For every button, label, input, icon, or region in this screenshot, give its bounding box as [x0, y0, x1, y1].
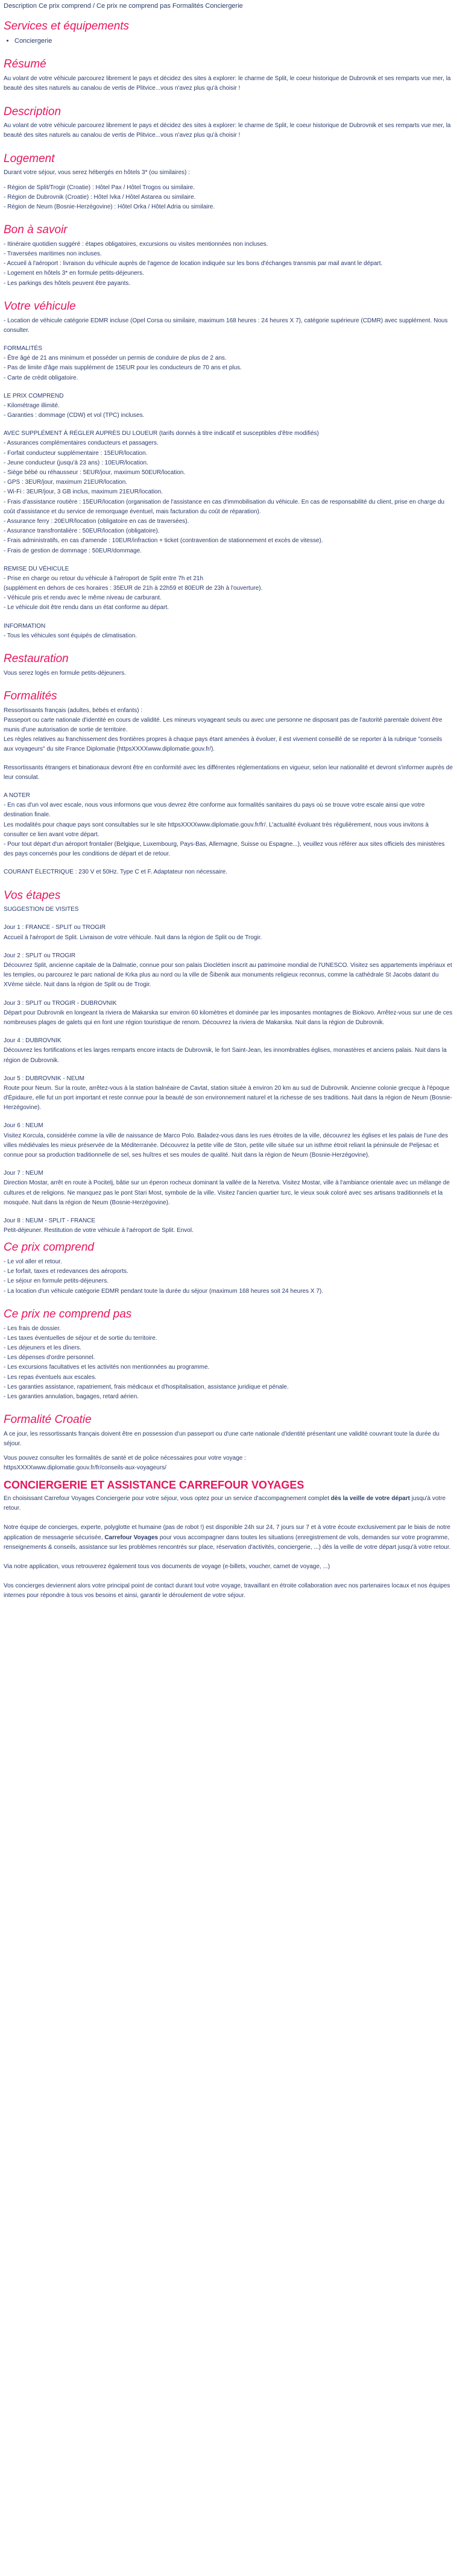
etapes-title: Vos étapes — [4, 889, 61, 902]
vehicule-formalites-line: - Pas de limite d'âge mais supplément de 15EUR pour les conducteurs de 70 ans et plus. — [4, 364, 242, 372]
formalites-body — [4, 706, 453, 878]
formcroatie-body — [4, 1430, 453, 1474]
services-list — [14, 36, 453, 47]
necomprend-line: - Les dépenses d'ordre personnel. — [4, 1354, 95, 1361]
formcroatie-link[interactable]: httpsXXXXwww.diplomatie.gouv.fr/fr/conseils-aux-voyageurs/ — [4, 1465, 166, 1472]
conciergerie-p1-end: jusqu'à votre retour. — [4, 1495, 446, 1512]
etapes-subtitle: SUGGESTION DE VISITES — [4, 906, 79, 913]
vehicule-supp-line: - Wi-Fi : 3EUR/jour, 3 GB inclus, maximum 21EUR/location. — [4, 489, 163, 496]
conciergerie-p4: Vos concierges deviennent alors votre principal point de contact durant tout votre voyage, travaillant en étroite collaboration avec nos partenaires locaux et nos équipes internes pour répondre à tous vos besoins et ainsi, garantir le déroulement de votre séjour. — [4, 1583, 450, 1599]
day-heading: Jour 5 : DUBROVNIK - NEUM — [4, 1075, 84, 1082]
etapes-body — [4, 905, 453, 1236]
vehicule-supp-heading: AVEC SUPPLÉMENT À RÉGLER AUPRÈS DU LOUEUR (tarifs donnés à titre indicatif et susceptibles d'être modifiés) — [4, 430, 319, 437]
description-title: Description — [4, 105, 61, 118]
resume-title: Résumé — [4, 58, 46, 71]
vehicule-supp-line: - Siège bébé ou réhausseur : 5EUR/jour, maximum 50EUR/location. — [4, 469, 186, 476]
comprend-body — [4, 1257, 453, 1296]
vehicule-supp-line: - Assurance ferry : 20EUR/location (obligatoire en cas de traversées). — [4, 517, 189, 525]
formalites-note-heading: A NOTER — [4, 792, 30, 799]
day-heading: Jour 8 : NEUM - SPLIT - FRANCE — [4, 1217, 96, 1224]
restauration-text: Vous serez logés en formule petits-déjeuners. — [4, 669, 126, 677]
bonasavoir-line: - Les parkings des hôtels peuvent être payants. — [4, 280, 131, 287]
logement-body — [4, 168, 453, 212]
conciergerie-p3: Via notre application, vous retrouverez également tous vos documents de voyage (e-billets, voucher, carnet de voyage, ...) — [4, 1563, 330, 1570]
vehicule-prix-line: - Garanties : dommage (CDW) et vol (TPC) incluses. — [4, 412, 145, 419]
logement-title: Logement — [4, 152, 55, 165]
bonasavoir-title: Bon à savoir — [4, 224, 68, 237]
vehicule-prix-heading: LE PRIX COMPREND — [4, 392, 64, 399]
vehicule-formalites-heading: FORMALITÉS — [4, 345, 42, 352]
vehicule-formalites-line: - Être âgé de 21 ans minimum et posséder un permis de conduire de plus de 2 ans. — [4, 355, 227, 362]
logement-line: - Région de Split/Trogir (Croatie) : Hôtel Pax / Hôtel Trogos ou similaire. — [4, 184, 195, 191]
vehicule-remise-line: (supplément en dehors de ces horaires : 35EUR de 21h à 22h59 et 80EUR de 23h à l'ouverture). — [4, 585, 263, 592]
formalites-line: Ressortissants français (adultes, bébés et enfants) : — [4, 707, 143, 714]
vehicule-remise-line: - Prise en charge ou retour du véhicule à l'aéroport de Split entre 7h et 21h — [4, 575, 204, 582]
comprend-line: - La location d'un véhicule catégorie EDMR pendant toute la durée du séjour (maximum 168 heures soit 24 heures X 7). — [4, 1287, 323, 1295]
comprend-line: - Le vol aller et retour. — [4, 1258, 62, 1266]
necomprend-line: - Les frais de dossier. — [4, 1325, 61, 1332]
formcroatie-line: Vous pouvez consulter les formalités de santé et de police nécessaires pour votre voyage : — [4, 1455, 246, 1462]
day-text: Route pour Neum. Sur la route, arrêtez-vous à la station balnéaire de Cavtat, station située à environ 20 km au sud de Dubrovnik. Ancienne colonie grecque à l'époque d'Épidaure, elle fut un port important et reste connue pour la beauté de son environnement naturel et la richesse de ses traditions. Nuit dans la région de Neum (Bosnie-Herzégovine). — [4, 1084, 453, 1111]
day-text: Découvrez Split, ancienne capitale de la Dalmatie, connue pour son palais Dioclétien inscrit au patrimoine mondial de l'UNESCO. Visitez ses appartements impériaux et les temples, ou parcourez le parc national de Krka plus au nord ou la ville de Šibenik aux monuments religieux reconnus, comme la cathédrale St Jacobs datant du XVème siècle. Nuit dans la région de Split ou de Trogir. — [4, 962, 452, 989]
bonasavoir-body — [4, 240, 453, 289]
vehicule-supp-line: - Frais de gestion de dommage : 50EUR/dommage. — [4, 547, 142, 554]
formalites-line: Passeport ou carte nationale d'identité en cours de validité. Les mineurs voyageant seuls ou avec une personne ne disposant pas de l'autorité parentale doivent être munis d'une autorisation de sortie de territoire. — [4, 716, 443, 734]
vehicule-supp-line: - Frais d'assistance routière : 15EUR/location (organisation de l'assistance en cas d'immobilisation du véhicule. En cas de responsabilité du client, prise en charge du coût d'assistance et du service de remorquage éventuel, mais facturation du coût de réparation). — [4, 498, 445, 515]
top-nav-text: Description Ce prix comprend / Ce prix ne comprend pas Formalités Conciergerie — [4, 2, 243, 10]
formcroatie-title: Formalité Croatie — [4, 1413, 92, 1427]
necomprend-line: - Les garanties assistance, rapatriement, frais médicaux et d'hospitalisation, assistance juridique et pénale. — [4, 1383, 289, 1390]
day-text: Petit-déjeuner. Restitution de votre véhicule à l'aéroport de Split. Envol. — [4, 1227, 194, 1234]
vehicule-info-line: - Tous les véhicules sont équipés de climatisation. — [4, 632, 137, 639]
formalites-line: - Pour tout départ d'un aéroport frontalier (Belgique, Luxembourg, Pays-Bas, Allemagne, Suisse ou Espagne...), veuillez vous référer aux sites officiels des ministères des pays concernés pour les conditions de départ et de retour. — [4, 840, 445, 858]
day-text: Visitez Korcula, considérée comme la ville de naissance de Marco Polo. Baladez-vous dans les rues étroites de la ville, découvrez les églises et les palais de l'une des villes médiévales les mieux préservée de la Méditerranée. Découvrez la petite ville de Ston, petite ville située sur un isthme étroit reliant la péninsule de Peljesac et connue pour sa production traditionnelle de sel, ses huîtres et ses moules de qualité. Nuit dans la région de Neum (Bosnie-Herzégovine). — [4, 1132, 449, 1158]
vehicule-supp-line: - Assurances complémentaires conducteurs et passagers. — [4, 440, 159, 447]
vehicule-intro: - Location de véhicule catégorie EDMR incluse (Opel Corsa ou similaire, maximum 168 heures : 24 heures X 7), catégorie supérieure (CDMR) avec supplément. Nous consulter. — [4, 317, 448, 334]
vehicule-supp-line: - Jeune conducteur (jusqu'à 23 ans) : 10EUR/location. — [4, 459, 148, 466]
vehicule-remise-heading: REMISE DU VÉHICULE — [4, 565, 69, 572]
vehicule-remise-line: - Le véhicule doit être rendu dans un état conforme au départ. — [4, 604, 169, 611]
necomprend-title: Ce prix ne comprend pas — [4, 1307, 132, 1321]
services-title: Services et équipements — [4, 19, 130, 33]
bonasavoir-line: - Itinéraire quotidien suggéré : étapes obligatoires, excursions ou visites mentionnées non incluses. — [4, 240, 268, 248]
formalites-line: Les modalités pour chaque pays sont consultables sur le site httpsXXXXwww.diplomatie.gouv.fr/fr/. L'actualité évoluant très régulièrement, nous vous invitons à consulter ce lien avant votre départ. — [4, 821, 429, 838]
conciergerie-p1 — [4, 1494, 453, 1513]
formalites-title: Formalités — [4, 689, 57, 702]
services-item: • Conciergerie — [14, 36, 453, 47]
bonasavoir-line: - Logement en hôtels 3* en formule petits-déjeuners. — [4, 270, 144, 277]
comprend-title: Ce prix comprend — [4, 1241, 94, 1254]
day-heading: Jour 2 : SPLIT ou TROGIR — [4, 952, 76, 959]
vehicule-prix-line: - Kilométrage illimité. — [4, 402, 60, 409]
description-text: Au volant de votre véhicule parcourez librement le pays et décidez des sites à explorer: le charme de Split, le coeur historique de Dubrovnik et ses remparts vue mer, la beauté des sites naturels au canalou de vertis de Plitvice...vous n'avez plus qu'à choisir ! — [4, 122, 451, 139]
vehicule-info-heading: INFORMATION — [4, 622, 46, 630]
logement-line: - Région de Neum (Bosnie-Herzégovine) : Hôtel Orka / Hôtel Adria ou similaire. — [4, 203, 215, 210]
necomprend-line: - Les repas éventuels aux escales. — [4, 1374, 96, 1381]
vehicule-remise-line: - Véhicule pris et rendu avec le même niveau de carburant. — [4, 595, 162, 602]
formalites-line: Ressortissants étrangers et binationaux devront être en conformité avec les différentes réglementations en vigueur, selon leur nationalité et devront s'informer auprès de leur consulat. — [4, 764, 453, 781]
formalites-line: - En cas d'un vol avec escale, nous vous informons que vous devrez être conforme aux formalités sanitaires du pays où se trouve votre escale ainsi que votre destination finale. — [4, 802, 425, 819]
day-heading: Jour 4 : DUBROVNIK — [4, 1037, 61, 1045]
day-heading: Jour 7 : NEUM — [4, 1170, 43, 1177]
comprend-line: - Le séjour en formule petits-déjeuners. — [4, 1278, 109, 1285]
necomprend-line: - Les taxes éventuelles de séjour et de sortie du territoire. — [4, 1334, 157, 1342]
necomprend-line: - Les déjeuners et les dîners. — [4, 1344, 81, 1351]
vehicule-supp-line: - GPS : 3EUR/jour, maximum 21EUR/location. — [4, 479, 128, 486]
bonasavoir-line: - Accueil à l'aéroport : livraison du véhicule auprès de l'agence de location indiquée sur les bons d'échanges transmis par mail avant le départ. — [4, 260, 383, 267]
formcroatie-line: A ce jour, les ressortissants français doivent être en possession d'un passeport ou d'une carte nationale d'identité présentant une validité couvrant toute la durée du séjour. — [4, 1430, 440, 1447]
day-text: Découvrez les fortifications et les larges remparts encore intacts de Dubrovnik, le fort Saint-Jean, les innombrables églises, monastères et anciens palais. Nuit dans la région de Dubrovnik. — [4, 1047, 447, 1064]
bonasavoir-line: - Traversées maritimes non incluses. — [4, 251, 102, 258]
vehicule-supp-line: - Forfait conducteur supplémentaire : 15EUR/location. — [4, 449, 148, 457]
comprend-line: - Le forfait, taxes et redevances des aéroports. — [4, 1268, 128, 1275]
logement-line: - Région de Dubrovnik (Croatie) : Hôtel Ivka / Hôtel Astarea ou similaire. — [4, 193, 196, 201]
restauration-title: Restauration — [4, 652, 69, 665]
day-heading: Jour 1 : FRANCE - SPLIT ou TROGIR — [4, 924, 106, 931]
day-text: Direction Mostar, arrêt en route à Pocitelj, bâtie sur un éperon rocheux dominant la vallée de la Neretva. Visitez Mostar, ville à l'ambiance orientale avec un mélange de cultures et de religions. Ne manquez pas le pont Stari Most, symbole de la ville. Visitez l'ancien quartier turc, le vieux souk coloré avec ses artisans traditionnels et la mosquée. Nuit dans la région de Neum (Bosnie-Herzégovine). — [4, 1180, 450, 1206]
conciergerie-p2-end: pour vous accompagner dans toutes les situations (enregistrement de vols, demandes sur votre programme, renseignements & conseils, assistance sur les problèmes rencontrés sur place, réservation d'activités, conciergerie, ...) dès la veille de votre départ jusqu'à votre retour. — [4, 1534, 451, 1551]
conciergerie-p2-bold: Carrefour Voyages — [104, 1534, 159, 1541]
conciergerie-p1-text: En choisissant Carrefour Voyages Conciergerie pour votre séjour, vous optez pour un service d'accompagnement complet — [4, 1495, 331, 1502]
vehicule-supp-line: - Assurance transfrontalière : 50EUR/location (obligatoire). — [4, 528, 160, 535]
formalites-courant: COURANT ÉLECTRIQUE : 230 V et 50Hz. Type C et F. Adaptateur non nécessaire. — [4, 869, 227, 876]
day-heading: Jour 6 : NEUM — [4, 1122, 43, 1130]
logement-line: Durant votre séjour, vous serez hébergés en hôtels 3* (ou similaires) : — [4, 169, 191, 177]
conciergerie-title: CONCIERGERIE ET ASSISTANCE CARREFOUR VOYAGES — [4, 1478, 304, 1491]
resume-text: Au volant de votre véhicule parcourez librement le pays et décidez des sites à explorer: le charme de Split, le coeur historique de Dubrovnik et ses remparts vue mer, la beauté des sites naturels au canalou de vertis de Plitvice...vous n'avez plus qu'à choisir ! — [4, 75, 451, 92]
day-heading: Jour 3 : SPLIT ou TROGIR - DUBROVNIK — [4, 999, 117, 1007]
day-text: Départ pour Dubrovnik en longeant la riviera de Makarska sur environ 60 kilomètres et dominée par les imposantes montagnes de Biokovo. Arrêtez-vous sur une de ces nombreuses plages de galets qui en font une région touristique de renom. Découvrez la riviera de Makarska. Nuit dans la région de Dubrovnik. — [4, 1009, 453, 1026]
necomprend-body — [4, 1324, 453, 1402]
vehicule-supp-line: - Frais administratifs, en cas d'amende : 10EUR/infraction + ticket (contravention de stationnement et excès de vitesse). — [4, 537, 323, 545]
conciergerie-p2-text: Notre équipe de concierges, experte, polyglotte et humaine (pas de robot !) est disponible 24h sur 24, 7 jours sur 7 et à votre écoute exclusivement par le biais de notre application de messagerie sécurisée, — [4, 1524, 450, 1541]
formalites-line: Les règles relatives au franchissement des frontières propres à chaque pays étant amenées à évoluer, il est vivement conseillé de se reporter à la rubrique "conseils aux voyageurs" du site France Diplomatie (httpsXXXXwww.diplomatie.gouv.fr/). — [4, 736, 443, 753]
necomprend-line: - Les excursions facultatives et les activités non mentionnées au programme. — [4, 1364, 210, 1371]
vehicule-formalites-line: - Carte de crédit obligatoire. — [4, 374, 78, 381]
necomprend-line: - Les garanties annulation, bagages, retard aérien. — [4, 1393, 139, 1400]
conciergerie-p2 — [4, 1523, 453, 1552]
conciergerie-p1-bold: dès la veille de votre départ — [330, 1495, 410, 1502]
vehicule-body — [4, 316, 453, 641]
vehicule-title: Votre véhicule — [4, 299, 76, 313]
day-text: Accueil à l'aéroport de Split. Livraison de votre véhicule. Nuit dans la région de Split ou de Trogir. — [4, 934, 262, 941]
